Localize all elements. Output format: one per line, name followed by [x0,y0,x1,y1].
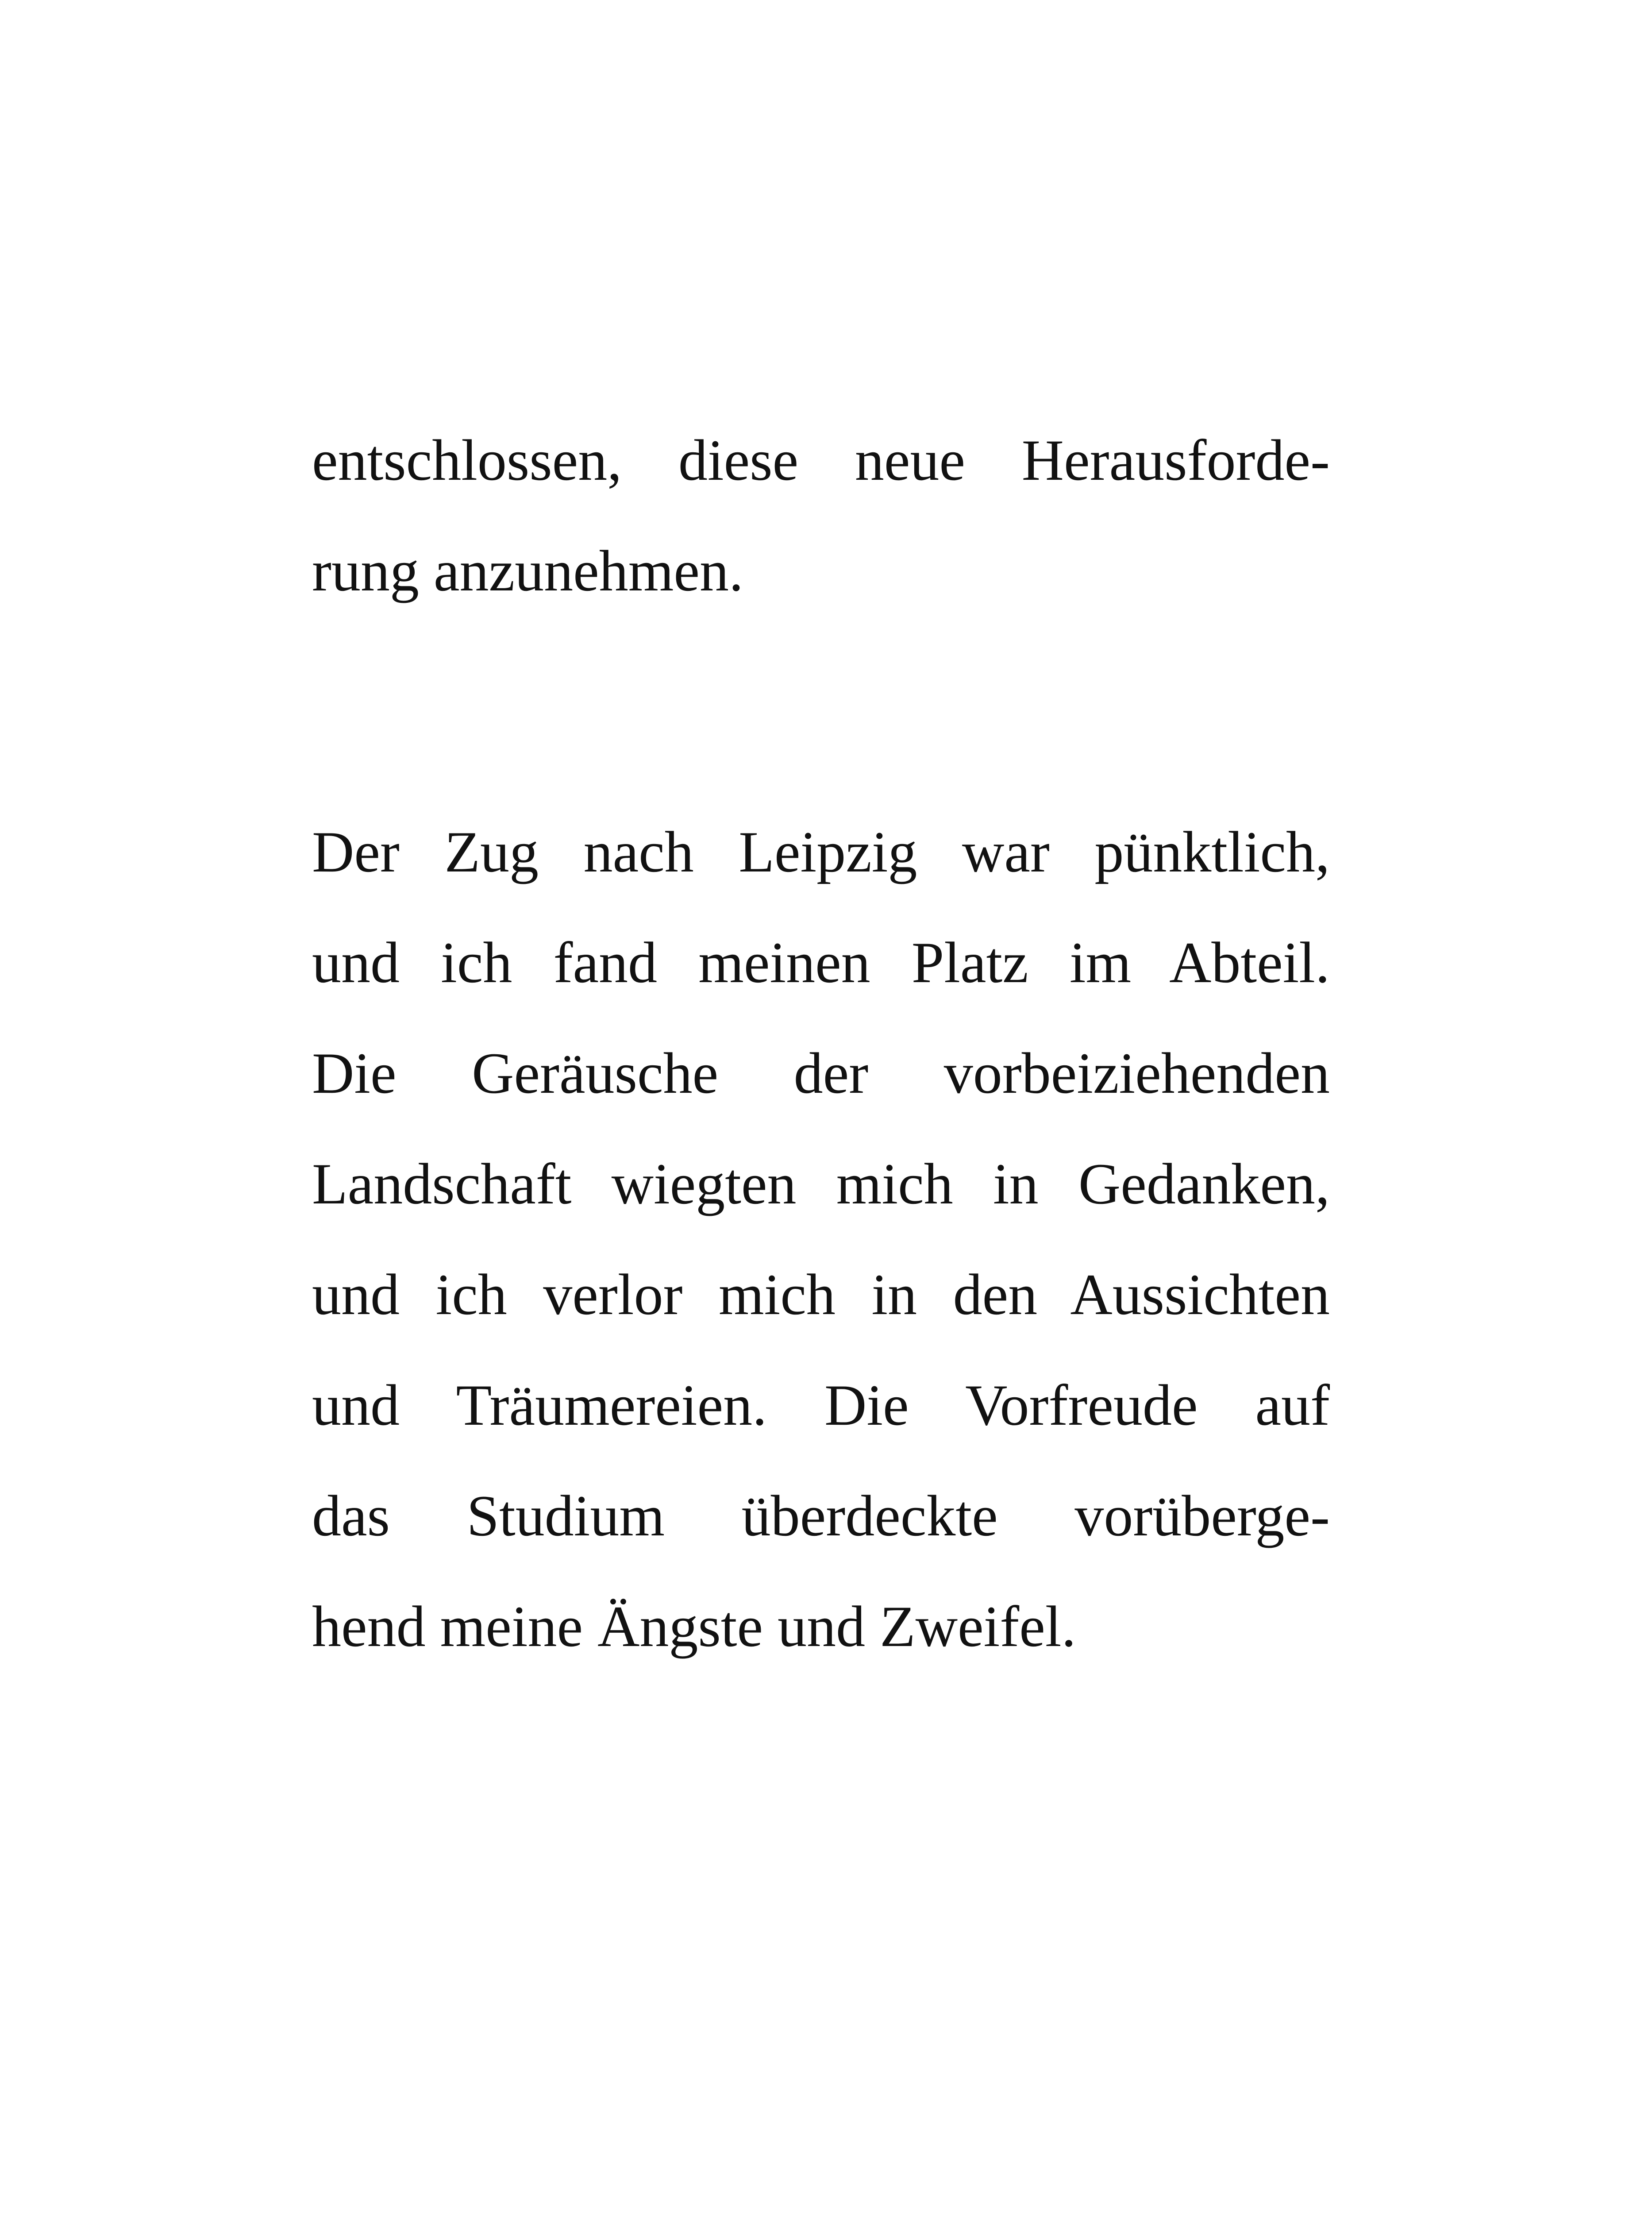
text-line: hend meine Ängste und Zweifel. [312,1594,1076,1659]
text-line: Die Geräusche der vorbeiziehenden [312,1041,1330,1106]
text-line: und Träumereien. Die Vorfreude auf [312,1373,1330,1438]
text-line: das Studium überdeckte vorüberge- [312,1483,1330,1548]
text-line: Der Zug nach Leipzig war pünktlich, [312,819,1330,884]
text-line: und ich fand meinen Platz im Abteil. [312,930,1330,995]
text-line: rung anzunehmen. [312,538,743,603]
text-line: entschlossen, diese neue Herausforde- [312,428,1330,493]
text-line: und ich verlor mich in den Aussichten [312,1262,1330,1327]
text-line: Landschaft wiegten mich in Gedanken, [312,1151,1330,1216]
